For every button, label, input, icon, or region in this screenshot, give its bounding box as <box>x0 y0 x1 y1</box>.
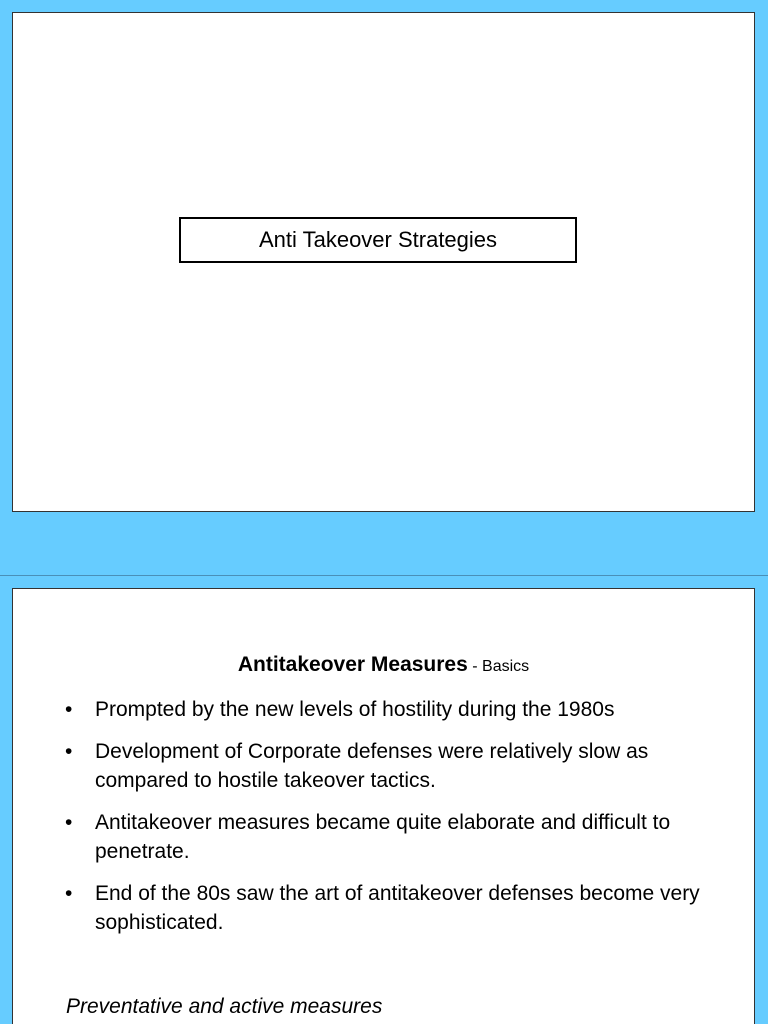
bullet-text: Antitakeover measures became quite elaborate and difficult to penetrate. <box>95 811 671 863</box>
bullet-item <box>63 737 703 795</box>
bullet-icon: • <box>65 811 73 834</box>
slide-title: Anti Takeover Strategies <box>258 227 498 252</box>
bullet-item <box>63 879 703 937</box>
slide-heading-suffix: - Basics <box>467 658 530 675</box>
slide-divider <box>0 575 768 576</box>
section-subheading: Preventative and active measures <box>66 995 383 1018</box>
bullet-list <box>63 695 703 950</box>
slide-title-box <box>179 217 577 263</box>
slide-2 <box>12 588 755 1024</box>
bullet-text: End of the 80s saw the art of antitakeover defenses become very sophisticated. <box>95 882 700 934</box>
bullet-text: Prompted by the new levels of hostility during the 1980s <box>95 698 615 721</box>
bullet-icon: • <box>65 740 73 763</box>
bullet-item <box>63 808 703 866</box>
slide-heading-main: Antitakeover Measures <box>237 653 468 676</box>
bullet-item <box>63 695 703 724</box>
slide-1 <box>12 12 755 512</box>
slide-heading <box>13 653 754 677</box>
bullet-icon: • <box>65 698 73 721</box>
bullet-icon: • <box>65 882 73 905</box>
bullet-text: Development of Corporate defenses were relatively slow as compared to hostile takeover tactics. <box>95 740 649 792</box>
